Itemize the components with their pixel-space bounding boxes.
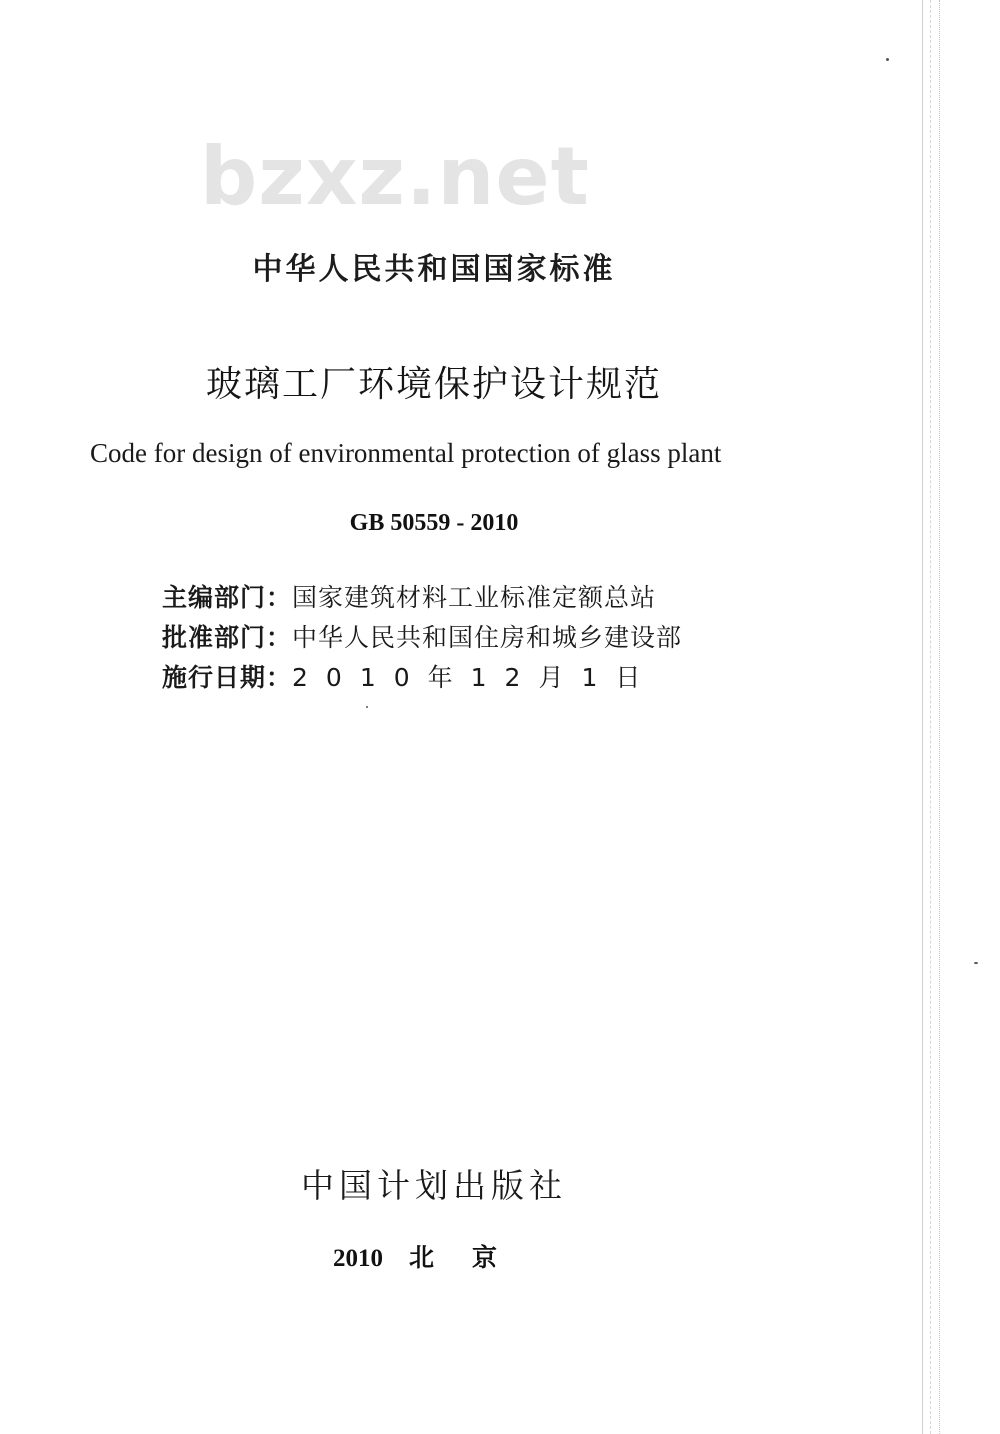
scan-speck [974, 962, 978, 964]
national-standard-heading: 中华人民共和国国家标准 [252, 252, 616, 287]
publication-year-place [0, 1238, 868, 1274]
standard-code: GB 50559 - 2010 [349, 510, 519, 536]
chinese-title: 玻璃工厂环境保护设计规范 [205, 364, 662, 405]
publication-year: 2010 [332, 1245, 383, 1272]
approver-value: 中华人民共和国住房和城乡建设部 [292, 623, 683, 652]
effective-date-value: 2010年12月1日 [292, 663, 659, 692]
approver-row [162, 618, 682, 658]
approver-label: 批准部门： [162, 623, 293, 652]
english-title: Code for design of environmental protection of glass plant [90, 438, 722, 468]
scan-page-edge-line [930, 0, 931, 1434]
publisher-name: 中国计划出版社 [301, 1166, 567, 1205]
watermark-logo: bzxz.net [200, 130, 590, 223]
effective-date-label: 施行日期： [162, 663, 293, 692]
compiler-value: 国家建筑材料工业标准定额总站 [292, 583, 657, 612]
publication-city: 北京 [408, 1243, 535, 1272]
scan-speck [366, 706, 368, 708]
info-block [162, 578, 682, 698]
compiler-label: 主编部门： [162, 583, 293, 612]
effective-date-row [162, 658, 682, 698]
scan-speck [886, 58, 889, 61]
scan-page-edge [922, 0, 940, 1434]
compiler-row [162, 578, 682, 618]
